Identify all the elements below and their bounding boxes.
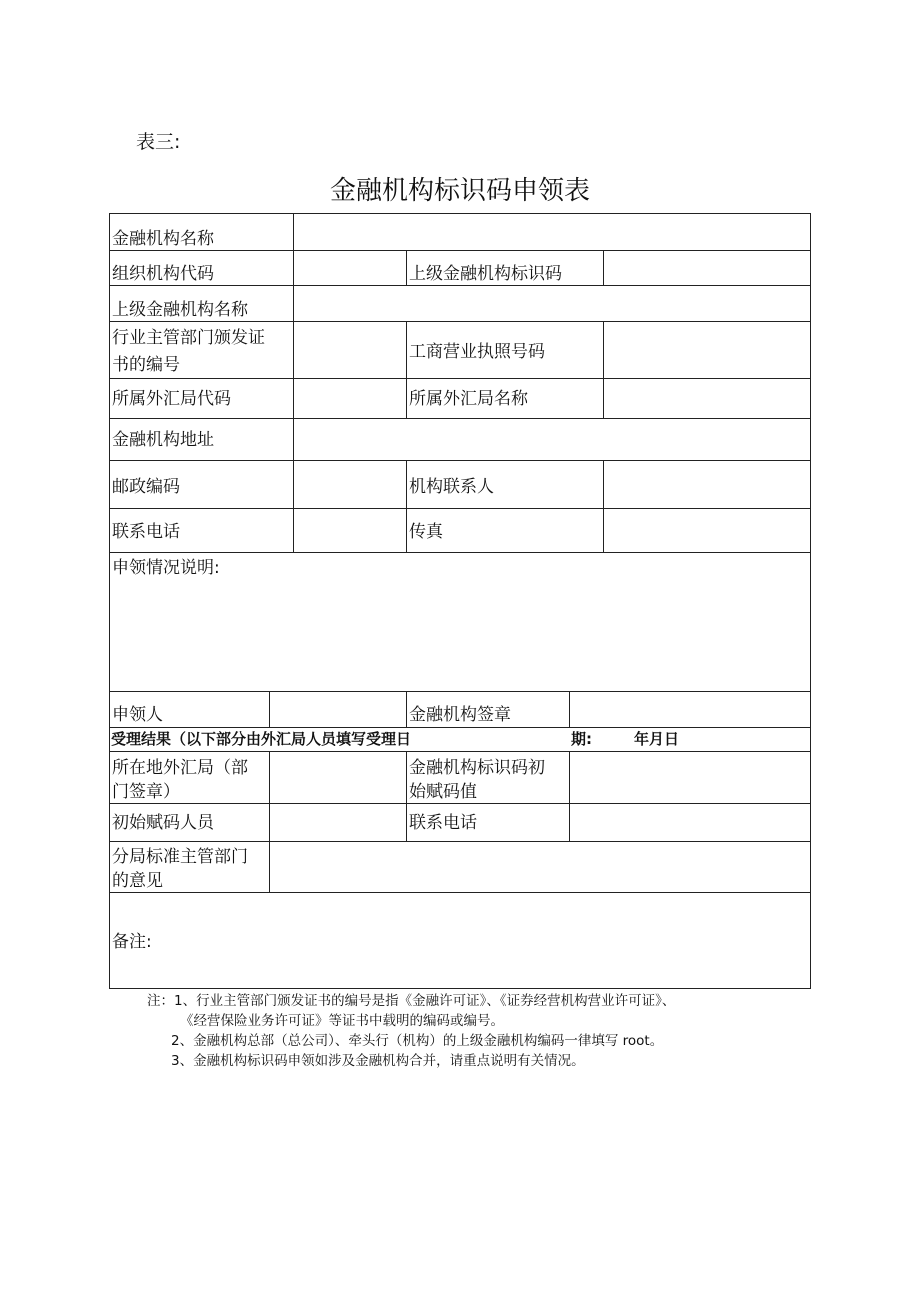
branch-opinion-label-line2: 的意见	[112, 871, 163, 891]
remarks-label: 备注:	[112, 932, 152, 952]
description-label: 申领情况说明:	[112, 558, 220, 578]
page-title: 金融机构标识码申领表	[329, 176, 590, 206]
seal-label: 金融机构签章	[409, 705, 511, 725]
business-license-label: 工商营业执照号码	[409, 342, 545, 362]
local-safe-label-line1: 所在地外汇局（部	[112, 758, 248, 778]
parent-name-label: 上级金融机构名称	[112, 300, 248, 320]
branch-opinion-label-line1: 分局标准主管部门	[112, 847, 248, 867]
result-date-suffix: 年月日	[634, 730, 680, 748]
safe-name-label: 所属外汇局名称	[409, 389, 528, 409]
note-1-line2: 《经营保险业务许可证》等证书中载明的编码或编号。	[180, 1013, 504, 1029]
org-code-label: 组织机构代码	[112, 264, 214, 284]
initial-code-label-line1: 金融机构标识码初	[409, 758, 545, 778]
applicant-label: 申领人	[112, 705, 163, 725]
initial-code-label-line2: 始赋码值	[409, 782, 477, 802]
result-header: 受理结果（以下部分由外汇局人员填写受理日	[111, 730, 412, 748]
parent-id-code-label: 上级金融机构标识码	[409, 264, 562, 284]
note-2: 2、金融机构总部（总公司）、牵头行（机构）的上级金融机构编码一律填写 root。	[171, 1033, 664, 1049]
safe-code-label: 所属外汇局代码	[112, 389, 231, 409]
postal-code-label: 邮政编码	[112, 477, 180, 497]
assigner-label: 初始赋码人员	[112, 813, 214, 833]
local-safe-label-line2: 门签章）	[112, 782, 180, 802]
license-number-label-line2: 书的编号	[112, 355, 180, 375]
address-label: 金融机构地址	[112, 430, 214, 450]
table-number: 表三:	[136, 131, 181, 153]
fax-label: 传真	[409, 522, 443, 542]
note-1-line1: 注：1、行业主管部门颁发证书的编号是指《金融许可证》、《证券经营机构营业许可证》、	[147, 993, 676, 1009]
assigner-phone-label: 联系电话	[409, 813, 477, 833]
institution-name-label: 金融机构名称	[112, 229, 214, 249]
note-3: 3、金融机构标识码申领如涉及金融机构合并，请重点说明有关情况。	[171, 1053, 585, 1069]
contact-person-label: 机构联系人	[409, 477, 494, 497]
phone-label: 联系电话	[112, 522, 180, 542]
license-number-label-line1: 行业主管部门颁发证	[112, 328, 265, 348]
result-date-prefix: 期:	[571, 730, 592, 748]
